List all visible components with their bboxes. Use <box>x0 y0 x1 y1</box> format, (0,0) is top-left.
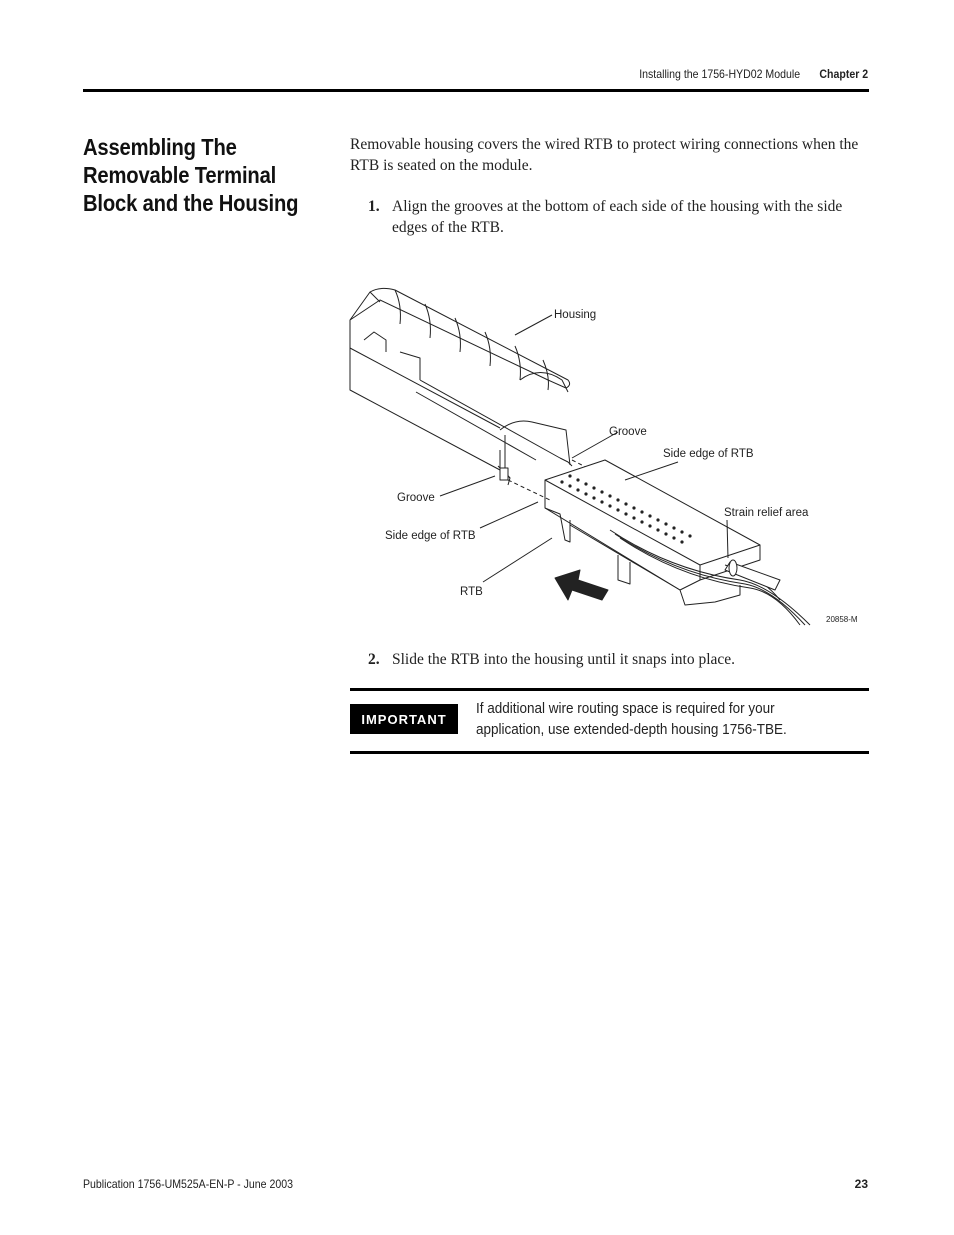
important-badge: IMPORTANT <box>350 704 458 734</box>
header-rule <box>83 89 869 92</box>
callout-groove-left: Groove <box>397 492 435 504</box>
callout-housing: Housing <box>554 309 597 321</box>
step-number: 1. <box>368 198 380 215</box>
running-header <box>639 67 868 81</box>
section-title: Assembling The Removable Terminal Block and the Housing <box>83 134 299 216</box>
figure-id: 20858-M <box>826 615 858 624</box>
callout-side-edge-top: Side edge of RTB <box>663 448 754 460</box>
step-text: Align the grooves at the bottom of each side of the housing with the side edges of the RTB. <box>392 198 843 236</box>
intro-paragraph: Removable housing covers the wired RTB to protect wiring connections when the RTB is seated on the module. <box>350 136 859 174</box>
callout-strain-relief: Strain relief area <box>724 507 809 519</box>
page-number: 23 <box>854 1177 868 1191</box>
step-text: Slide the RTB into the housing until it snaps into place. <box>392 651 736 668</box>
important-top-rule <box>350 688 869 691</box>
callout-rtb: RTB <box>460 586 483 598</box>
publication-info: Publication 1756-UM525A-EN-P - June 2003 <box>83 1177 293 1191</box>
running-title: Installing the 1756-HYD02 Module <box>639 67 800 81</box>
step-number: 2. <box>368 651 380 668</box>
callout-side-edge-left: Side edge of RTB <box>385 530 476 542</box>
callout-groove-top: Groove <box>609 426 647 438</box>
important-bottom-rule <box>350 751 869 754</box>
rtb-housing-figure <box>340 280 870 630</box>
rtb-assembly-illustration <box>340 280 870 630</box>
chapter-label: Chapter 2 <box>819 67 868 81</box>
important-text: If additional wire routing space is required for your application, use extended-depth housing 1756-TBE. <box>476 700 787 738</box>
